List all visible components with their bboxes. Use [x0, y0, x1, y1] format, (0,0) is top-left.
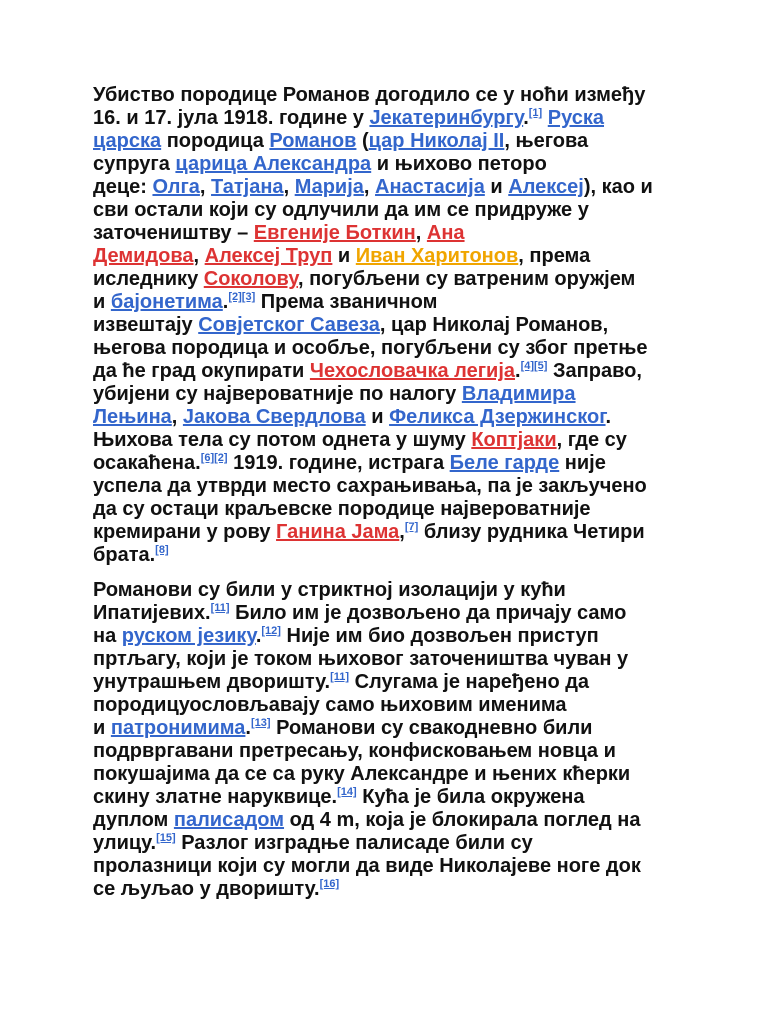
text-line: [93, 740, 678, 763]
text-line: [93, 544, 678, 567]
wiki-link[interactable]: Јакова Свердлова: [182, 406, 366, 428]
text-run: , цар Николај Романов,: [379, 314, 609, 336]
text-run: да ће град окупирати: [93, 360, 310, 382]
text-line: [93, 360, 678, 383]
text-run: Кућа је била окружена: [356, 786, 585, 808]
citation-link[interactable]: [6][2]: [200, 452, 228, 464]
wiki-link[interactable]: Демидова: [93, 245, 194, 267]
text-line: [93, 107, 678, 130]
wiki-link[interactable]: Ана: [426, 222, 465, 244]
citation-link[interactable]: [13]: [250, 717, 271, 729]
citation-link[interactable]: [16]: [319, 878, 340, 890]
text-run: Према званичном: [255, 291, 438, 313]
text-run: покушајима да се са руку Александре и њених кћерки: [93, 763, 631, 785]
text-line: [93, 521, 678, 544]
text-run: 16. и 17. јула 1918. године у: [93, 107, 370, 129]
text-line: [93, 855, 678, 878]
text-run: 1919. године, истрага: [227, 452, 450, 474]
text-run: .: [255, 625, 262, 647]
text-run: ,: [171, 406, 183, 428]
wiki-link[interactable]: царица Александра: [175, 153, 372, 175]
text-run: (: [356, 130, 369, 152]
citation-link[interactable]: [11]: [330, 671, 350, 683]
text-run: , где су: [556, 429, 627, 451]
text-line: [93, 222, 678, 245]
citation-ref: [211, 602, 230, 614]
text-run: улицу.: [93, 832, 157, 854]
text-run: брата.: [93, 544, 156, 566]
text-run: пртљагу, који је током њиховог заточеништва чуван у: [93, 648, 629, 670]
text-run: Убиство породице Романов догодило се у ноћи између: [93, 84, 646, 106]
wiki-link[interactable]: патронимима: [110, 717, 246, 739]
wiki-link[interactable]: Феликса Дзержинског: [389, 406, 606, 428]
wiki-link[interactable]: Романов: [269, 130, 357, 152]
text-run: ,: [415, 222, 427, 244]
text-run: супруга: [93, 153, 176, 175]
text-run: Слугама је наређено да: [349, 671, 590, 693]
text-line: [93, 176, 678, 199]
citation-ref: [201, 452, 228, 464]
wiki-link[interactable]: Руска: [547, 107, 604, 129]
wiki-link[interactable]: царска: [93, 130, 162, 152]
wiki-link[interactable]: Татјана: [211, 176, 284, 198]
text-run: од 4 m, која је блокирала поглед на: [284, 809, 641, 831]
text-line: [93, 694, 678, 717]
text-line: [93, 245, 678, 268]
text-line: [93, 763, 678, 786]
article-paragraph: [93, 84, 678, 567]
text-line: [93, 291, 678, 314]
text-line: [93, 337, 678, 360]
text-line: [93, 406, 678, 429]
text-run: Било им је дозвољено да причају само: [229, 602, 627, 624]
citation-link[interactable]: [14]: [337, 786, 357, 798]
text-run: ,: [193, 245, 205, 267]
article-body: [93, 84, 678, 901]
wiki-link[interactable]: руском језику: [121, 625, 256, 647]
text-run: дуплом: [93, 809, 174, 831]
wiki-link[interactable]: Евгеније Боткин: [253, 222, 416, 244]
text-run: , према: [518, 245, 591, 267]
text-run: и: [93, 291, 111, 313]
citation-link[interactable]: [8]: [155, 544, 169, 556]
text-run: Њихова тела су потом однета у шуму: [93, 429, 472, 451]
text-run: Романови су свакодневно били: [270, 717, 593, 739]
text-run: унутрашњем дворишту.: [93, 671, 331, 693]
citation-ref: [521, 360, 548, 372]
text-line: [93, 268, 678, 291]
citation-ref: [155, 544, 168, 556]
text-run: Ипатијевих.: [93, 602, 211, 624]
text-line: [93, 579, 678, 602]
citation-link[interactable]: [7]: [404, 521, 419, 533]
wiki-link[interactable]: Јекатеринбургу: [369, 107, 524, 129]
citation-link[interactable]: [2][3]: [228, 291, 256, 303]
text-line: [93, 878, 678, 901]
text-run: извештају: [93, 314, 199, 336]
citation-link[interactable]: [11]: [210, 602, 230, 614]
wiki-link[interactable]: Олга: [152, 176, 200, 198]
text-run: убијени су највероватније по налогу: [93, 383, 462, 405]
text-run: његова породица и особље, погубљени су због претње: [93, 337, 648, 359]
wiki-link[interactable]: Соколову: [203, 268, 298, 290]
text-run: .: [605, 406, 612, 428]
text-run: није: [559, 452, 606, 474]
text-run: кремирани у рову: [93, 521, 277, 543]
text-run: и: [365, 406, 390, 428]
text-run: Разлог изградње палисаде били су: [175, 832, 533, 854]
text-run: деце:: [93, 176, 153, 198]
text-line: [93, 383, 678, 406]
text-run: заточеништву –: [93, 222, 254, 244]
text-run: и: [332, 245, 356, 267]
text-line: [93, 809, 678, 832]
text-line: [93, 314, 678, 337]
citation-ref: [251, 717, 271, 729]
text-run: ,: [283, 176, 295, 198]
wiki-link[interactable]: Ганина Јама: [276, 521, 400, 543]
text-run: подрвргавани претресању, конфисковањем новца и: [93, 740, 616, 762]
citation-ref: [330, 671, 349, 683]
text-run: близу рудника Четири: [418, 521, 645, 543]
wiki-link[interactable]: цар Николај II: [368, 130, 505, 152]
text-run: успела да утврди место сахрањивања, па је закључено: [93, 475, 647, 497]
wiki-link[interactable]: Алексеј Труп: [204, 245, 333, 267]
citation-ref: [261, 625, 281, 637]
wiki-link[interactable]: Чехословачка легија: [309, 360, 516, 382]
citation-ref: [529, 107, 542, 119]
text-line: [93, 498, 678, 521]
text-run: иследнику: [93, 268, 204, 290]
text-run: породицуословљавају само њиховим именима: [93, 694, 567, 716]
citation-link[interactable]: [12]: [261, 625, 281, 637]
text-line: [93, 786, 678, 809]
wiki-link[interactable]: Анастасија: [375, 176, 485, 198]
text-line: [93, 602, 678, 625]
wiki-link[interactable]: Иван Харитонов: [355, 245, 519, 267]
text-run: ,: [399, 521, 405, 543]
text-run: и њихово петоро: [371, 153, 547, 175]
wiki-link[interactable]: Коптјаки: [471, 429, 557, 451]
text-run: .: [222, 291, 229, 313]
text-run: .: [515, 360, 521, 382]
text-line: [93, 832, 678, 855]
wiki-link[interactable]: Алексеј: [508, 176, 584, 198]
text-run: породица: [161, 130, 270, 152]
text-run: пролазници који су могли да виде Николајеве ноге док: [93, 855, 641, 877]
citation-ref: [320, 878, 340, 890]
text-run: и: [484, 176, 509, 198]
citation-link[interactable]: [1]: [528, 107, 543, 119]
text-run: .: [523, 107, 529, 129]
text-line: [93, 452, 678, 475]
text-line: [93, 648, 678, 671]
text-line: [93, 429, 678, 452]
wiki-link[interactable]: Марија: [294, 176, 364, 198]
text-line: [93, 625, 678, 648]
text-line: [93, 130, 678, 153]
wiki-link[interactable]: Лењина: [93, 406, 172, 428]
citation-ref: [405, 521, 418, 533]
citation-ref: [337, 786, 357, 798]
article-paragraph: [93, 579, 678, 901]
text-run: , погубљени су ватреним оружјем: [297, 268, 636, 290]
text-run: .: [245, 717, 251, 739]
text-run: Заправо,: [547, 360, 642, 382]
text-run: , његова: [504, 130, 589, 152]
text-run: ,: [199, 176, 212, 198]
text-line: [93, 717, 678, 740]
text-run: скину златне наруквице.: [93, 786, 338, 808]
text-run: се љуљао у дворишту.: [93, 878, 320, 900]
text-run: ,: [363, 176, 376, 198]
text-run: Романови су били у стриктној изолацији у кући: [93, 579, 566, 601]
text-run: сви остали који су одлучили да им се придруже у: [93, 199, 589, 221]
wiki-link[interactable]: Совјетског Савеза: [198, 314, 380, 336]
text-run: осакаћена.: [93, 452, 201, 474]
text-run: Није им био дозвољен приступ: [280, 625, 599, 647]
text-line: [93, 153, 678, 176]
wiki-link[interactable]: Беле гарде: [449, 452, 560, 474]
text-line: [93, 671, 678, 694]
citation-ref: [156, 832, 176, 844]
text-line: [93, 84, 678, 107]
wiki-link[interactable]: палисадом: [173, 809, 285, 831]
text-line: [93, 475, 678, 498]
wiki-link[interactable]: бајонетима: [110, 291, 223, 313]
citation-link[interactable]: [4][5]: [520, 360, 548, 372]
text-line: [93, 199, 678, 222]
citation-ref: [228, 291, 255, 303]
citation-link[interactable]: [15]: [156, 832, 176, 844]
text-run: да су остаци краљевске породице највероватније: [93, 498, 591, 520]
wiki-link[interactable]: Владимира: [461, 383, 576, 405]
text-run: ), као и: [583, 176, 653, 198]
text-run: на: [93, 625, 122, 647]
text-run: и: [93, 717, 111, 739]
